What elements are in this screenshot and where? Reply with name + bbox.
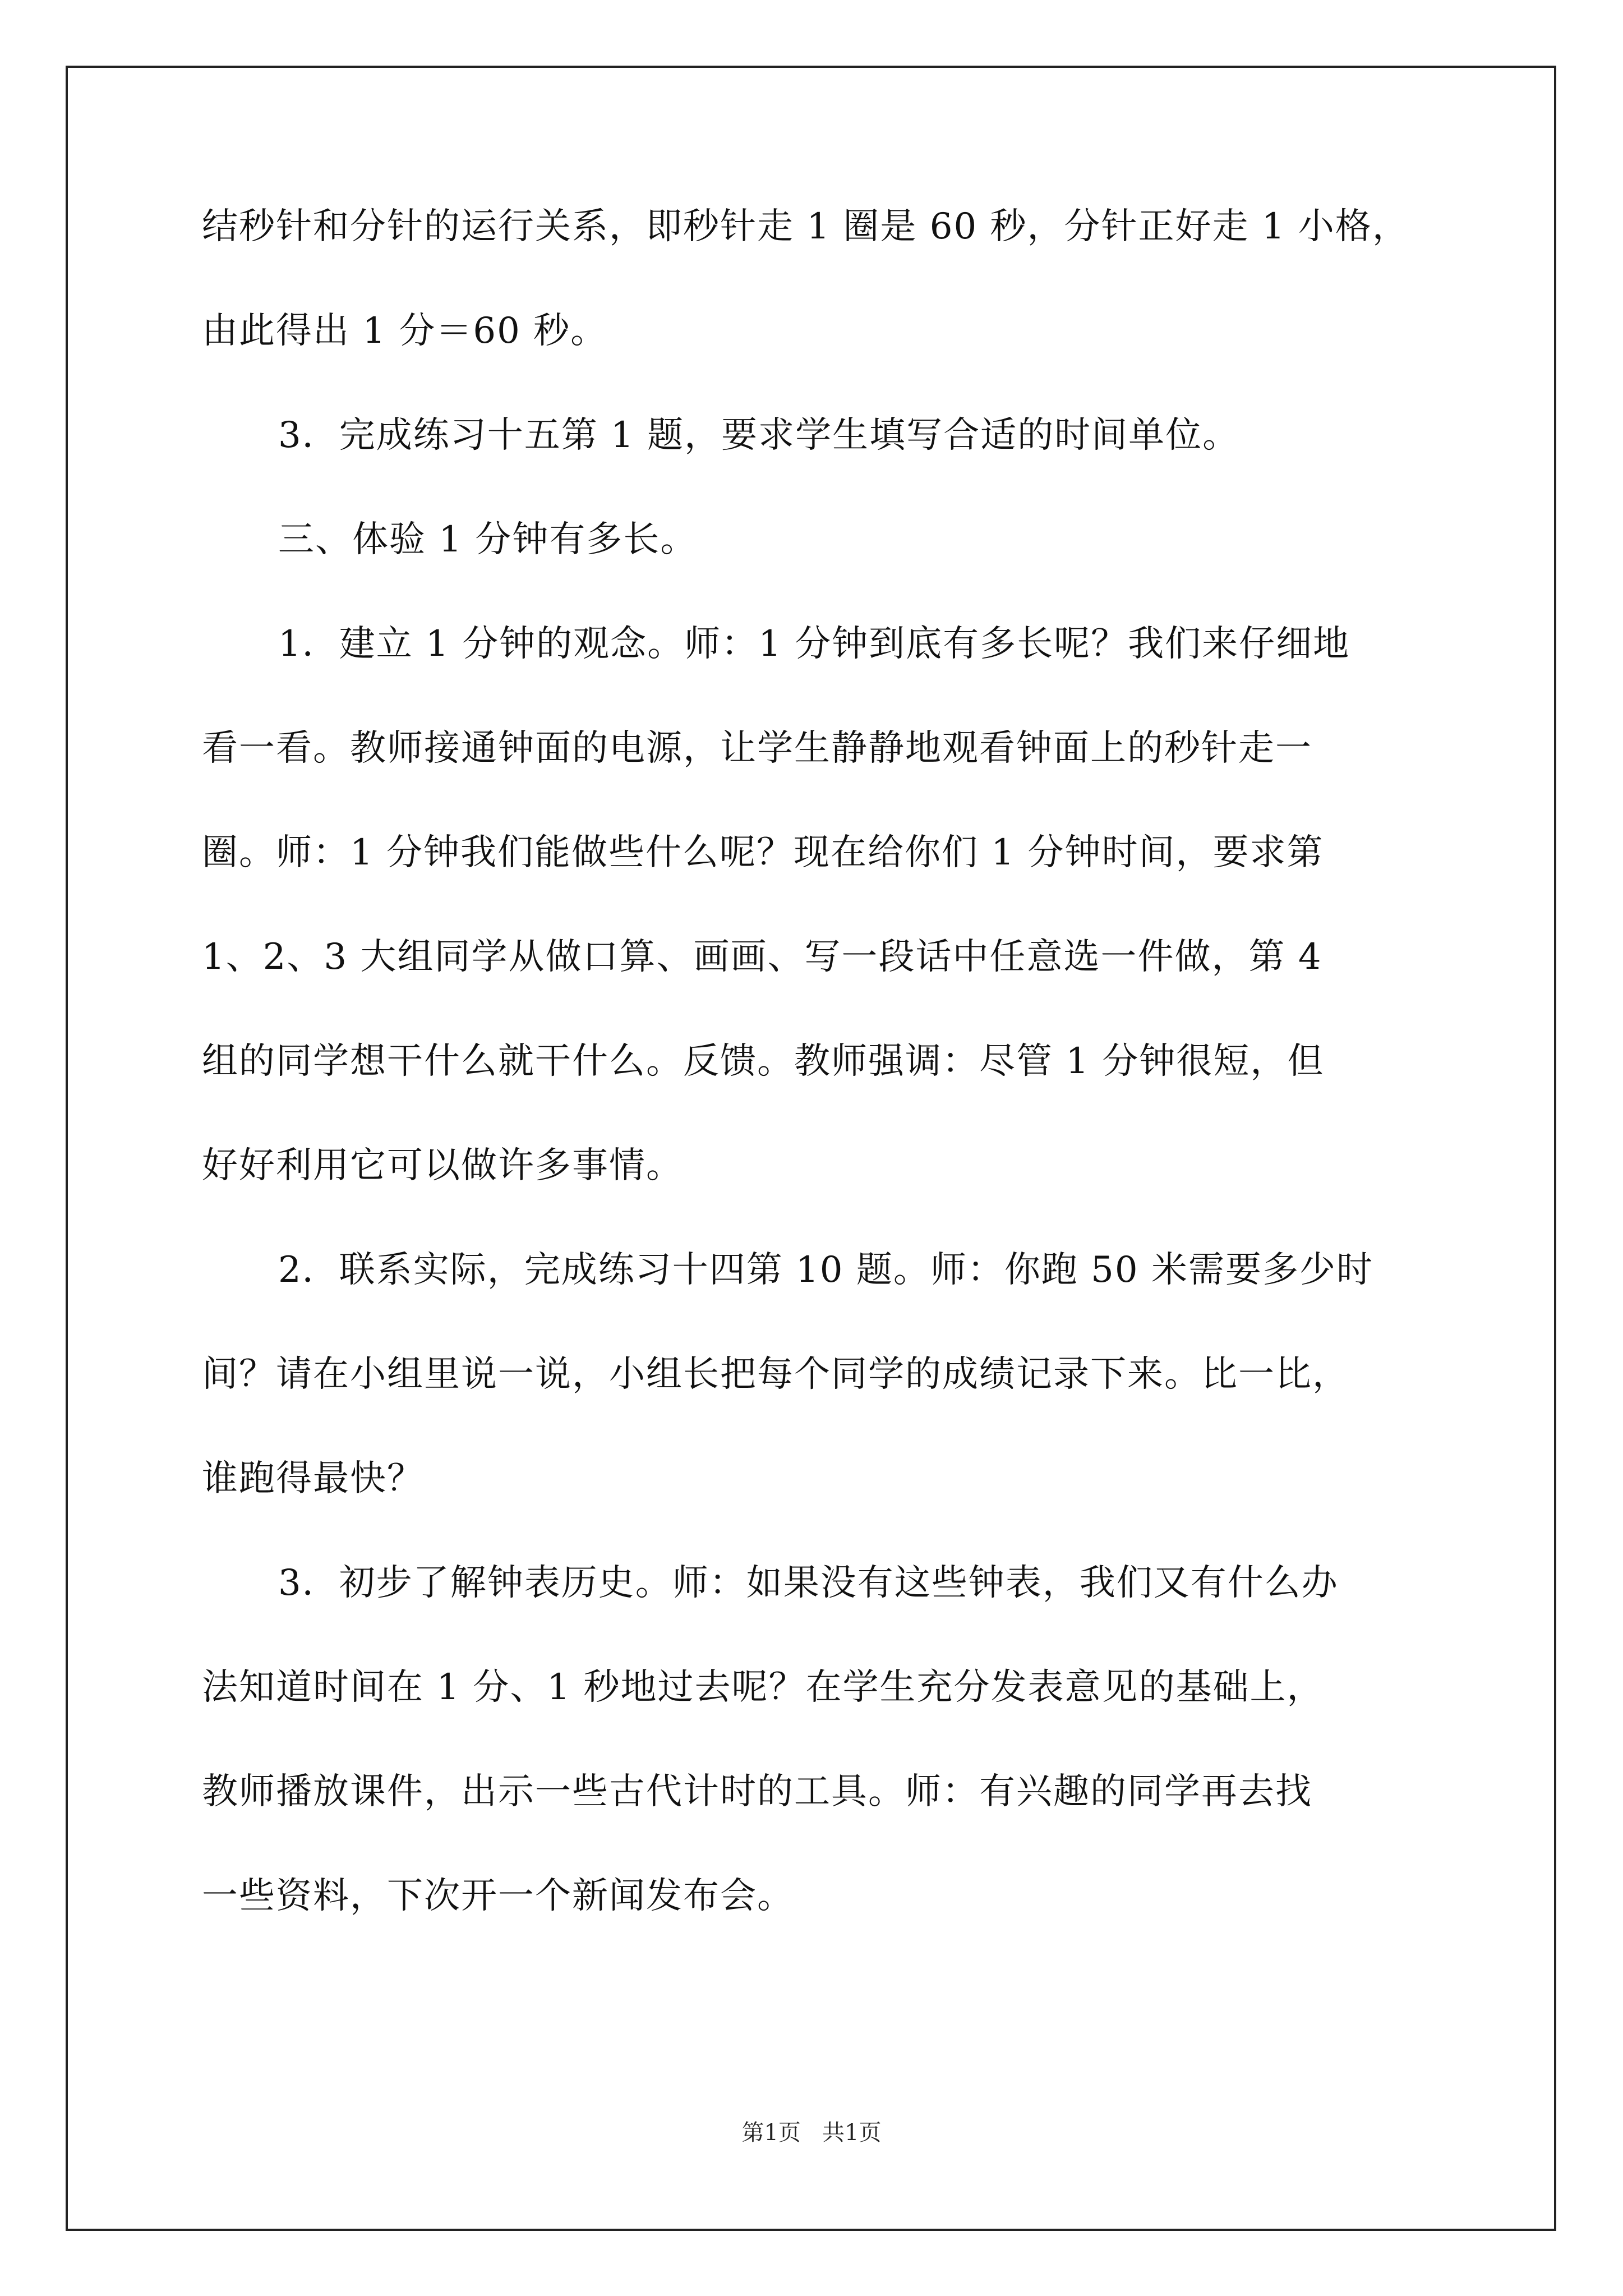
text-line: 一些资料，下次开一个新闻发布会。 [202,1875,794,1917]
text-line: 三、体验 1 分钟有多长。 [278,519,698,560]
text-line: 法知道时间在 1 分、1 秒地过去呢？在学生充分发表意见的基础上， [202,1667,1324,1708]
text-line: 1．建立 1 分钟的观念。师：1 分钟到底有多长呢？我们来仔细地 [278,623,1350,665]
text-line: 组的同学想干什么就干什么。反馈。教师强调：尽管 1 分钟很短，但 [202,1041,1325,1082]
text-line: 1、2、3 大组同学从做口算、画画、写一段话中任意选一件做，第 4 [202,936,1322,978]
text-line: 圈。师：1 分钟我们能做些什么呢？现在给你们 1 分钟时间，要求第 [202,832,1324,873]
text-line: 教师播放课件，出示一些古代计时的工具。师：有兴趣的同学再去找 [202,1771,1312,1812]
text-line: 由此得出 1 分＝60 秒。 [202,310,608,352]
text-line: 好好利用它可以做许多事情。 [202,1145,683,1186]
text-line: 2．联系实际，完成练习十四第 10 题。师：你跑 50 米需要多少时 [278,1249,1373,1291]
text-line: 看一看。教师接通钟面的电源，让学生静静地观看钟面上的秒针走一 [202,728,1312,769]
text-line: 结秒针和分针的运行关系，即秒针走 1 圈是 60 秒，分针正好走 1 小格， [202,206,1409,247]
page-number-footer: 第1页 共1页 [741,2120,882,2146]
text-line: 3．完成练习十五第 1 题，要求学生填写合适的时间单位。 [278,415,1240,456]
text-line: 间？请在小组里说一说，小组长把每个同学的成绩记录下来。比一比， [202,1354,1349,1395]
text-line: 3．初步了解钟表历史。师：如果没有这些钟表，我们又有什么办 [278,1562,1339,1604]
text-line: 谁跑得最快？ [202,1458,424,1499]
